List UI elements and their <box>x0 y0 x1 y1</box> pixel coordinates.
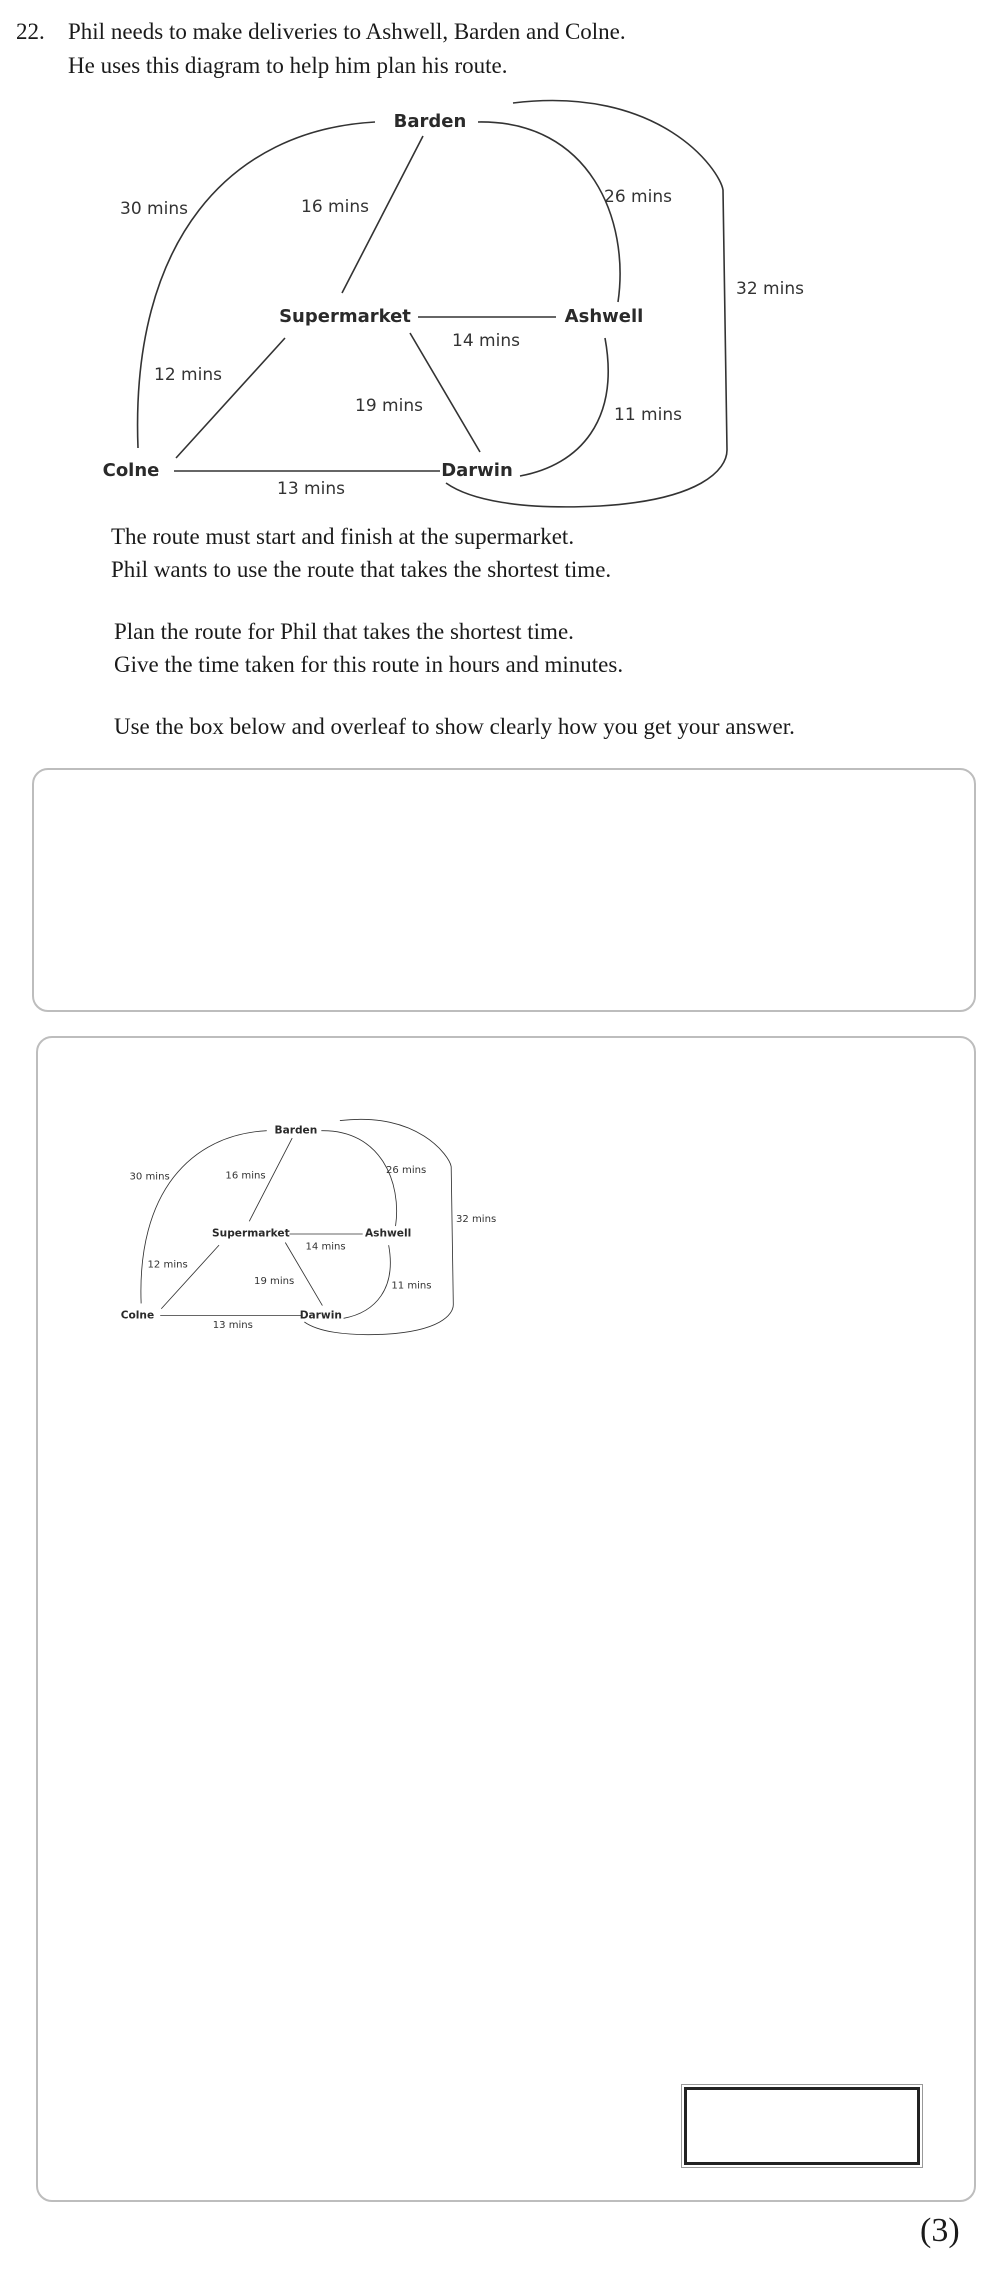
node-darwin-copy: Darwin <box>299 1309 342 1322</box>
node-ashwell: Ashwell <box>564 306 644 327</box>
edge-ashwell-darwin-copy <box>344 1245 391 1318</box>
node-darwin: Darwin <box>441 460 513 481</box>
label-colne-darwin: 13 mins <box>277 479 345 499</box>
label-supermarket-ashwell: 14 mins <box>452 331 520 351</box>
label-supermarket-darwin: 19 mins <box>355 396 423 416</box>
instruction-3: Use the box below and overleaf to show clearly how you get your answer. <box>114 714 795 739</box>
label-supermarket-barden-copy: 16 mins <box>225 1170 266 1182</box>
label-colne-darwin-copy: 13 mins <box>212 1319 253 1331</box>
label-barden-darwin-copy: 32 mins <box>455 1213 497 1225</box>
question-number: 22. <box>16 19 45 44</box>
instruction-1-line-2: Phil wants to use the route that takes the shortest time. <box>111 557 612 582</box>
edge-supermarket-colne-copy <box>161 1245 219 1309</box>
marks: (3) <box>920 2212 960 2249</box>
question-line-1: Phil needs to make deliveries to Ashwell, Barden and Colne. <box>68 19 626 44</box>
label-supermarket-darwin-copy: 19 mins <box>254 1275 295 1287</box>
label-supermarket-colne-copy: 12 mins <box>147 1259 188 1271</box>
label-colne-barden: 30 mins <box>120 199 188 219</box>
label-barden-ashwell-copy: 26 mins <box>386 1165 427 1177</box>
node-colne: Colne <box>102 460 160 481</box>
node-colne-copy: Colne <box>120 1309 155 1322</box>
node-supermarket: Supermarket <box>279 306 411 327</box>
edge-ashwell-darwin <box>520 338 608 476</box>
working-box-1[interactable] <box>32 768 976 1012</box>
node-ashwell-copy: Ashwell <box>364 1227 412 1240</box>
label-supermarket-barden: 16 mins <box>301 197 369 217</box>
route-diagram-copy <box>68 1085 598 1365</box>
edge-barden-ashwell-copy <box>321 1131 396 1226</box>
edge-colne-barden-copy <box>141 1131 267 1304</box>
label-supermarket-ashwell-copy: 14 mins <box>305 1241 346 1253</box>
label-barden-ashwell: 26 mins <box>604 187 672 207</box>
instruction-2-line-1: Plan the route for Phil that takes the shortest time. <box>114 619 574 644</box>
node-barden-copy: Barden <box>274 1124 318 1137</box>
edge-supermarket-colne <box>176 338 285 458</box>
edge-barden-ashwell <box>478 122 620 302</box>
label-colne-barden-copy: 30 mins <box>129 1171 170 1183</box>
label-supermarket-colne: 12 mins <box>154 365 222 385</box>
edge-barden-darwin-copy <box>304 1119 453 1334</box>
label-ashwell-darwin-copy: 11 mins <box>391 1280 432 1292</box>
instruction-1-line-1: The route must start and finish at the supermarket. <box>111 524 575 549</box>
node-barden: Barden <box>393 111 467 132</box>
label-ashwell-darwin: 11 mins <box>614 405 682 425</box>
edge-barden-darwin <box>446 101 727 507</box>
question-line-2: He uses this diagram to help him plan his route. <box>68 53 508 78</box>
edge-colne-barden <box>138 122 375 448</box>
instruction-2-line-2: Give the time taken for this route in hours and minutes. <box>114 652 624 677</box>
final-answer-box[interactable] <box>684 2087 920 2165</box>
label-barden-darwin: 32 mins <box>736 279 804 299</box>
route-diagram <box>0 90 1000 510</box>
node-supermarket-copy: Supermarket <box>212 1227 290 1240</box>
